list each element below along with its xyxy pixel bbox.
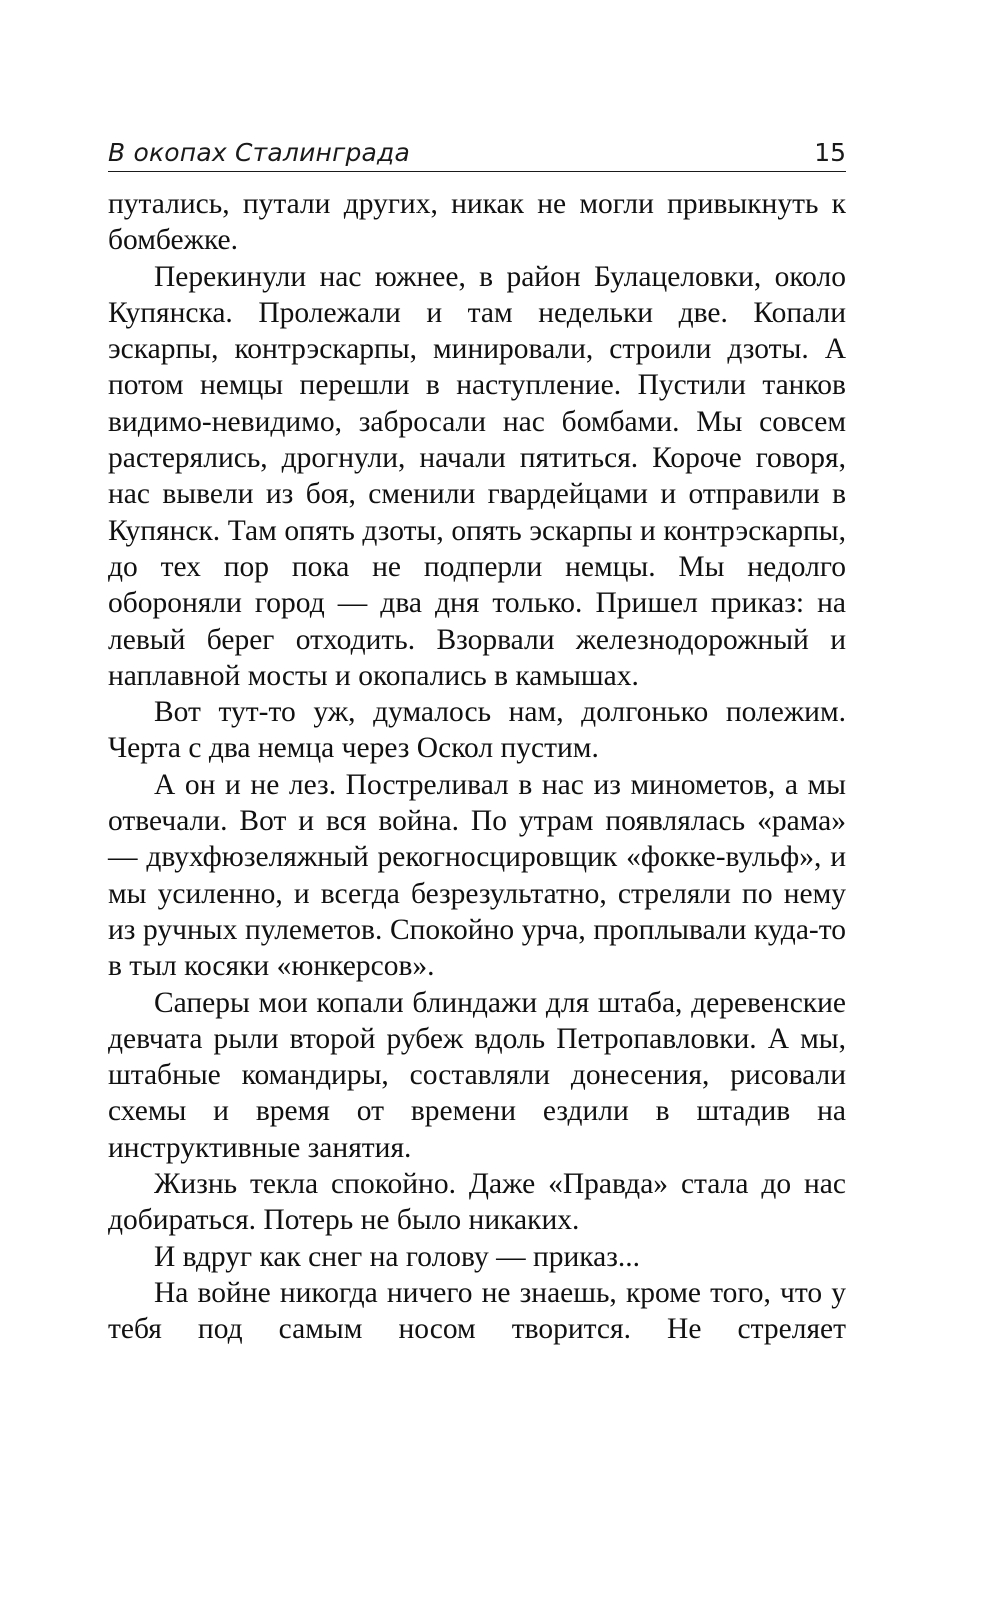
running-title: В окопах Сталинграда	[108, 138, 411, 167]
paragraph: На войне никогда ничего не знаешь, кроме того, что у тебя под самым носом творится. Не стреляет	[108, 1276, 846, 1346]
paragraph: Вот тут-то уж, думалось нам, долгонько полежим. Черта с два немца через Оскол пустим.	[108, 696, 846, 765]
paragraph: Жизнь текла спокойно. Даже «Правда» стала до нас добираться. Потерь не было никаких.	[108, 1168, 846, 1237]
body-text	[108, 186, 846, 1348]
paragraph: Перекинули нас южнее, в район Булацеловки, около Купянска. Пролежали и там недельки две. Копали эскарпы, контрэскарпы, минировали, строили дзоты. А потом немцы перешли в наступление. Пустили танков видимо-невидимо, забросали нас бомбами. Мы совсем растерялись, дрогнули, начали пятиться. Короче говоря, нас вывели из боя, сменили гвардейцами и отправили в Купянск. Там опять дзоты, опять эскарпы и контрэскарпы, до тех пор пока не подперли немцы. Мы недолго обороняли город — два дня только. Пришел приказ: на левый берег отходить. Взорвали железнодорожный и наплавной мосты и окопались в камышах.	[108, 260, 846, 692]
page-number: 15	[814, 138, 846, 167]
paragraph: А он и не лез. Постреливал в нас из минометов, а мы отвечали. Вот и вся война. По утрам появлялась «рама» — двухфюзеляжный рекогносцировщик «фокке-вульф», и мы усиленно, и всегда безрезультатно, стреляли по нему из ручных пулеметов. Спокойно урча, проплывали куда-то в тыл косяки «юнкерсов».	[108, 768, 846, 983]
running-header	[108, 120, 846, 172]
book-page	[108, 120, 846, 1348]
paragraph: путались, путали других, никак не могли привыкнуть к бомбежке.	[108, 188, 846, 257]
paragraph: Саперы мои копали блиндажи для штаба, деревенские девчата рыли второй рубеж вдоль Петропавловки. А мы, штабные командиры, составляли донесения, рисовали схемы и время от времени ездили в штадив на инструктивные занятия.	[108, 986, 846, 1164]
paragraph: И вдруг как снег на голову — приказ...	[154, 1240, 641, 1273]
